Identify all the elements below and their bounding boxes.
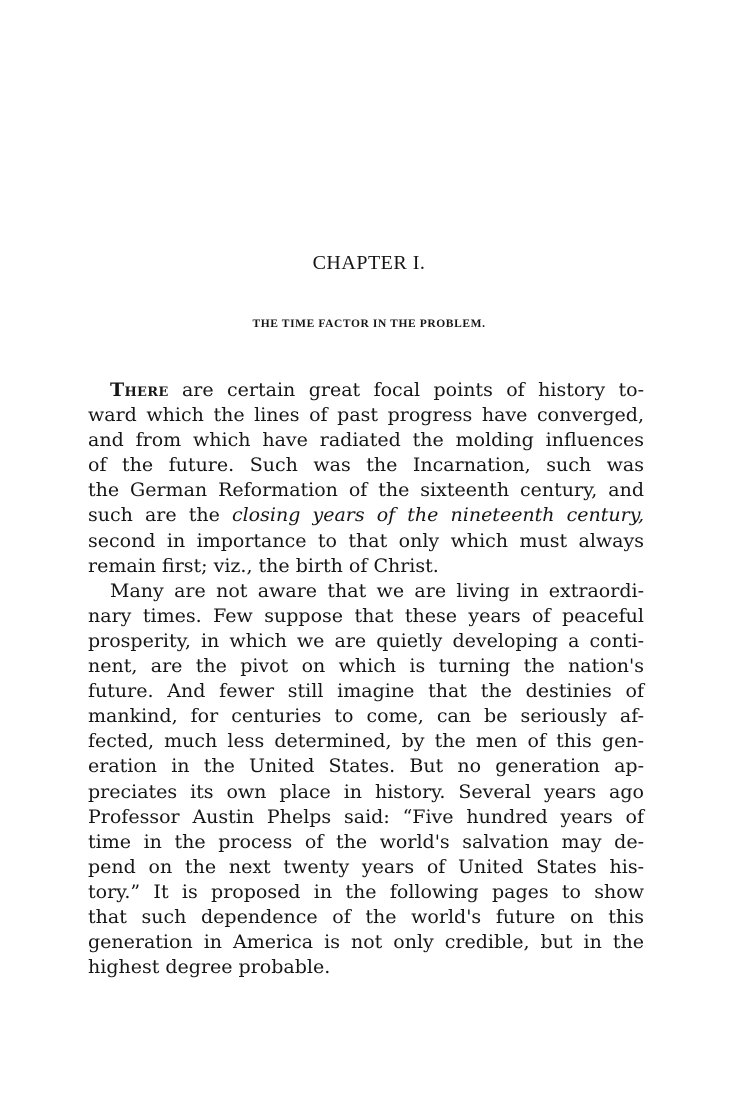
paragraph-2-line-1: Many are not aware that we are living in extraordi- <box>110 579 644 602</box>
line-text: such are the <box>88 504 232 527</box>
paragraph-2-line-14: that such dependence of the world's future on this <box>88 905 644 928</box>
paragraph-2-line-2: nary times. Few suppose that these years of peaceful <box>88 604 644 627</box>
line-text: are certain great focal points of history to- <box>168 379 644 401</box>
paragraph-1-line-4: of the future. Such was the Incarnation, such was <box>88 454 644 477</box>
paragraph-2-line-13: tory.” It is proposed in the following pages to show <box>88 880 644 903</box>
paragraph-1-line-3: and from which have radiated the molding influences <box>88 429 644 452</box>
paragraph-1-line-2: ward which the lines of past progress have converged, <box>88 404 644 427</box>
paragraph-2-line-6: mankind, for centuries to come, can be seriously af- <box>88 705 644 728</box>
paragraph-1-line-7: second in importance to that only which must always <box>88 529 644 552</box>
italic-phrase: closing years of the nineteenth century, <box>231 504 644 527</box>
body-text <box>88 378 644 980</box>
paragraph-1-line-6 <box>88 503 644 528</box>
paragraph-2-line-4: nent, are the pivot on which is turning the nation's <box>88 655 644 678</box>
paragraph-2-line-12: pend on the next twenty years of United States his- <box>88 855 644 878</box>
paragraph-1-line-5: the German Reformation of the sixteenth century, and <box>88 479 644 502</box>
chapter-title: CHAPTER I. <box>312 252 426 274</box>
paragraph-2-line-9: preciates its own place in history. Several years ago <box>88 780 644 803</box>
paragraph-2-line-5: future. And fewer still imagine that the destinies of <box>88 680 644 703</box>
paragraph-1-line-8: remain first; viz., the birth of Christ. <box>88 554 439 577</box>
paragraph-2-line-8: eration in the United States. But no generation ap- <box>88 755 644 778</box>
paragraph-2-line-16: highest degree probable. <box>88 956 331 979</box>
lead-word: There <box>110 379 169 401</box>
paragraph-2-line-3: prosperity, in which we are quietly developing a conti- <box>88 629 644 652</box>
paragraph-1-line-1 <box>88 378 644 403</box>
paragraph-2-line-7: fected, much less determined, by the men of this gen- <box>88 730 644 753</box>
paragraph-2-line-10: Professor Austin Phelps said: “Five hundred years of <box>88 805 644 828</box>
chapter-subtitle: THE TIME FACTOR IN THE PROBLEM. <box>252 318 486 330</box>
paragraph-2-line-11: time in the process of the world's salvation may de- <box>88 830 644 853</box>
paragraph-2-line-15: generation in America is not only credible, but in the <box>88 931 644 954</box>
